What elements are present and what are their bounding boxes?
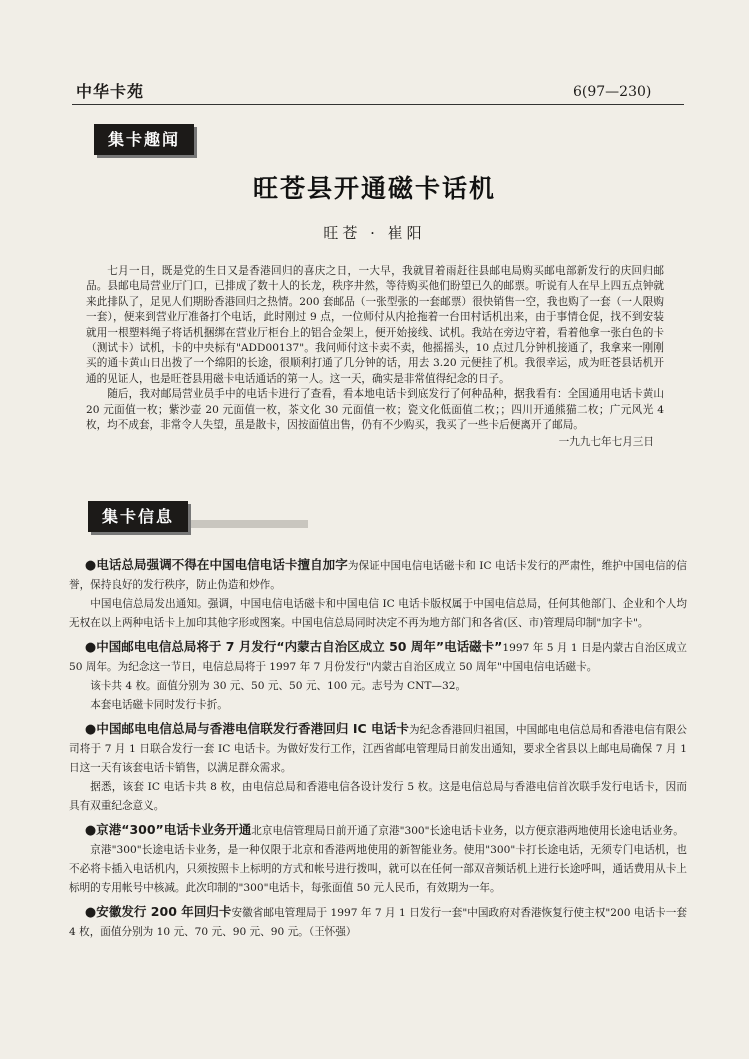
bullet-icon: ● [84, 558, 97, 573]
news-lead: 北京电信管理局日前开通了京港"300"长途电话卡业务，以方便京港两地使用长途电话业务。 [251, 825, 684, 837]
news-headline: 安徽发行 200 年回归卡 [96, 904, 232, 919]
news-list [69, 555, 687, 946]
news-paragraph: 本套电话磁卡同时发行卡折。 [90, 699, 228, 711]
section-banner-label: 集卡信息 [88, 501, 188, 532]
header-divider [72, 104, 684, 105]
news-paragraph: 该卡共 4 枚。面值分别为 30 元、50 元、50 元、100 元。志号为 CNT—32。 [90, 680, 467, 692]
news-headline: 京港“300”电话卡业务开通 [96, 822, 252, 837]
news-paragraph: 京港"300"长途电话卡业务，是一种仅限于北京和香港两地使用的新智能业务。使用"300"卡打长途电话，无须专门电话机，也不必将卡插入电话机内，只须按照卡上标明的方式和帐号进行拨叫，就可以在任何一部双音频话机上进行长途呼叫，通话费用从卡上标明的专用帐号中核减。此次印制的"300"电话卡，每张面值 50 元人民币，有效期为一年。 [69, 844, 687, 894]
article-paragraph: 七月一日，既是党的生日又是香港回归的喜庆之日，一大早，我就冒着雨赶往县邮电局购买邮电部新发行的庆回归邮品。县邮电局营业厅门口，已排成了数十人的长龙，秩序井然，等待购买他们盼望已久的邮票。听说有人在早上四五点钟就来此排队了，足见人们期盼香港回归之热情。200 套邮品（一张型张的一套邮票）很快销售一空，我也购了一套（一人限购一套），便来到营业厅准备打个电话，此时刚过 9 点，一位师付从内抢拖着一台田村话机出来，由于事情仓促，找不到安装就用一根塑料绳子将话机捆绑在营业厅柜台上的铝合金架上，便开始接线、试机。我站在旁边守着，看着他拿一张白色的卡（测试卡）试机，卡的中央标有"ADD00137"。我问师付这卡卖不卖，他摇摇头，10 点过几分钟机接通了，我拿来一刚刚买的通卡黄山日出拨了一个绵阳的长途，很顺利打通了几分钟的话，用去 3.20 元便挂了机。我很幸运，成为旺苍县话机开通的见证人，也是旺苍县用磁卡电话通话的第一人。这一天，确实是非常值得纪念的日子。 [86, 265, 664, 385]
news-headline: 中国邮电电信总局将于 7 月发行“内蒙古自治区成立 50 周年”电话磁卡” [96, 639, 503, 654]
section-banner-fun-news [94, 124, 194, 151]
bullet-icon: ● [84, 823, 97, 838]
news-item [69, 820, 687, 898]
publication-title: 中华卡苑 [76, 82, 145, 101]
section-banner-label: 集卡趣闻 [94, 124, 194, 155]
bullet-icon: ● [84, 640, 97, 655]
news-item [69, 902, 687, 942]
news-lead: 安徽省邮电管理局于 1997 年 7 月 1 日发行一套"中国政府对香港恢复行使主权"200 电话卡一套 4 枚，面值分别为 10 元、70 元、90 元、90 元。（王怀强） [69, 907, 688, 938]
article-byline: 旺苍 · 崔阳 [323, 224, 426, 242]
news-item [69, 719, 687, 816]
banner-shadow-bar [183, 520, 308, 528]
news-headline: 中国邮电电信总局与香港电信联发行香港回归 IC 电话卡 [96, 721, 409, 736]
news-lead: 1997 年 5 月 1 日是内蒙古自治区成立 50 周年。为纪念这一节日，电信总局将于 1997 年 7 月份发行"内蒙古自治区成立 50 周年"中国电信电话磁卡。 [69, 642, 688, 673]
article-title: 旺苍县开通磁卡话机 [252, 174, 496, 203]
news-item [69, 555, 687, 633]
article-date: 一九九七年七月三日 [558, 436, 654, 449]
bullet-icon: ● [84, 722, 97, 737]
bullet-icon: ● [84, 905, 97, 920]
news-headline: 电话总局强调不得在中国电信电话卡擅自加字 [96, 557, 348, 572]
section-banner-info [88, 501, 188, 528]
news-lead: 为纪念香港回归祖国，中国邮电电信总局和香港电信有限公司将于 7 月 1 日联合发行一套 IC 电话卡。为做好发行工作，江西省邮电管理局日前发出通知，要求全省县以上邮电局确保 7 月 1 日这一天有该套电话卡销售，以满足群众需求。 [69, 724, 688, 774]
news-lead: 为保证中国电信电话磁卡和 IC 电话卡发行的严肃性，维护中国电信的信誉，保持良好的发行秩序，防止伪造和炒作。 [69, 560, 687, 591]
article-paragraph: 随后，我对邮局营业员手中的电话卡进行了查看，看本地电话卡到底发行了何种品种，据我看有：全国通用电话卡黄山 20 元面值一枚；紫沙壶 20 元面值一枚，茶文化 30 元面值一枚；瓷文化低面值二枚；；四川开通熊猫二枚；广元风光 4 枚，均不成套，非常令人失望，虽是散卡，因按面值出售，仍有不少购买，我买了一些卡后便离开了邮局。 [86, 388, 664, 432]
article-body [86, 264, 664, 451]
news-paragraph: 中国电信总局发出通知。强调，中国电信电话磁卡和中国电信 IC 电话卡版权属于中国电信总局，任何其他部门、企业和个人均无权在以上两种电话卡上加印其他字形或图案。中国电信总局同时决定不再为地方部门和各省(区、市)管理局印制"加字卡"。 [69, 598, 687, 629]
news-paragraph: 据悉，该套 IC 电话卡共 8 枚，由电信总局和香港电信各设计发行 5 枚。这是电信总局与香港电信首次联手发行电话卡，因而具有双重纪念意义。 [69, 781, 687, 812]
issue-number: 6(97—230) [573, 84, 652, 100]
news-item [69, 637, 687, 715]
